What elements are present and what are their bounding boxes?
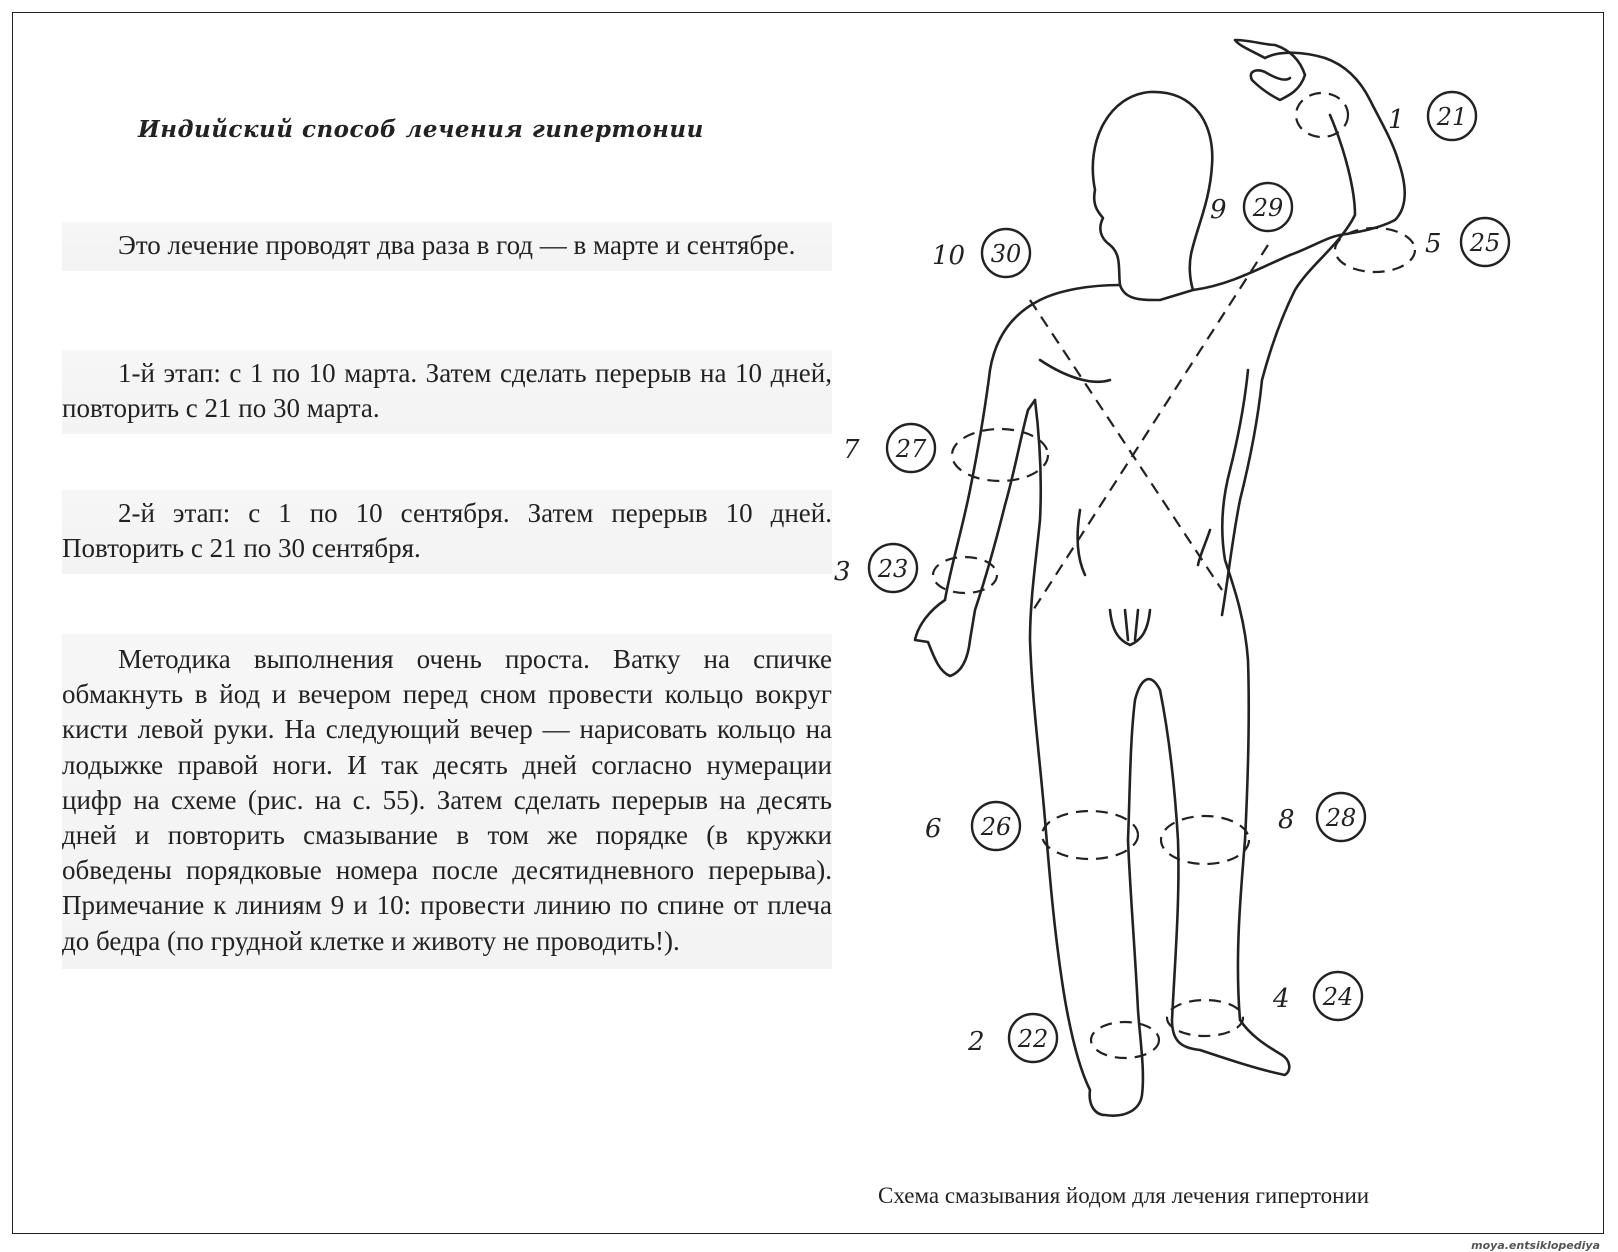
body-outline <box>915 40 1405 1116</box>
marker-5 <box>1425 218 1509 266</box>
head-shape <box>1093 92 1212 300</box>
abdomen-line-right <box>1198 530 1210 565</box>
figure-caption: Схема смазывания йодом для лечения гипертонии <box>878 1183 1370 1208</box>
marker-10-num: 10 <box>932 241 966 271</box>
marker-9-num: 9 <box>1210 195 1227 225</box>
ring-6 <box>1042 811 1138 859</box>
marker-8 <box>1278 793 1365 841</box>
chest-line <box>1040 360 1110 382</box>
leg-inner <box>1128 679 1289 1075</box>
pelvis-mark <box>1110 610 1150 645</box>
marker-2-circled: 22 <box>1017 1025 1049 1053</box>
marker-9-circled: 29 <box>1252 194 1284 222</box>
marker-2-num: 2 <box>968 1027 985 1057</box>
marker-9 <box>1210 183 1292 231</box>
torso-left <box>1030 400 1143 1116</box>
marker-10-circled: 30 <box>990 240 1022 268</box>
paragraph-stage-2 <box>62 490 832 574</box>
marker-7-num: 7 <box>843 435 860 465</box>
paragraph-schedule <box>62 222 832 271</box>
marker-7 <box>843 424 935 472</box>
paragraph-schedule-text: Это лечение проводят два раза в год — в марте и сентябре. <box>118 230 796 260</box>
marker-1 <box>1388 92 1476 140</box>
paragraph-stage-1 <box>62 350 832 434</box>
paragraph-stage-1-text: 1-й этап: с 1 по 10 марта. Затем сделать перерыв на 10 дней, повторить с 21 по 30 марта. <box>62 358 832 423</box>
pelvis-mark-inner <box>1125 610 1138 640</box>
marker-6-num: 6 <box>925 814 942 844</box>
arm-right-inner <box>1222 115 1355 615</box>
marker-5-circled: 25 <box>1469 229 1501 257</box>
hand-right-raised <box>1235 40 1305 100</box>
marker-4-circled: 24 <box>1322 983 1354 1011</box>
marker-4 <box>1272 972 1362 1020</box>
paragraph-method-text: Методика выполнения очень проста. Ватку на спичке обмакнуть в йод и вечером перед сном провести кольцо вокруг кисти левой руки. На следующий вечер — нарисовать кольцо на лодыжке правой ноги. И так десять дней согласно нумерации цифр на схеме (рис. на с. 55). Затем сделать перерыв на десять дней и повторить смазывание в том же порядке (в кружки обведены порядковые номера после десятидневного перерыва). Примечание к линиям 9 и 10: провести линию по спине от плеча до бедра (по грудной клетке и животу не проводить!). <box>62 644 832 956</box>
paragraph-method <box>62 634 832 969</box>
ring-3 <box>933 557 997 593</box>
watermark: moya.entsiklopediya <box>1471 1239 1600 1252</box>
line-9 <box>1030 300 1222 590</box>
ring-7 <box>952 429 1048 481</box>
marker-3 <box>834 544 917 592</box>
body-scheme-figure <box>830 30 1600 1230</box>
marker-3-num: 3 <box>834 557 851 587</box>
marker-5-num: 5 <box>1425 229 1442 259</box>
torso-right-side <box>1222 370 1249 840</box>
shoulder-left <box>915 285 1120 676</box>
marker-1-num: 1 <box>1388 105 1405 135</box>
marker-7-circled: 27 <box>895 435 927 463</box>
marker-4-num: 4 <box>1273 984 1290 1014</box>
page-title: Индийский способ лечения гипертонии <box>138 116 704 143</box>
marker-10 <box>932 229 1030 277</box>
marker-2 <box>967 1014 1057 1062</box>
marker-6 <box>925 802 1020 850</box>
iodine-lines <box>933 93 1415 1058</box>
abdomen-line <box>1078 510 1085 575</box>
marker-1-circled: 21 <box>1436 103 1468 131</box>
ring-4 <box>1167 1000 1243 1036</box>
paragraph-stage-2-text: 2-й этап: с 1 по 10 сентября. Затем перерыв 10 дней. Повторить с 21 по 30 сентября. <box>62 498 832 563</box>
ring-8 <box>1161 816 1249 864</box>
ring-2 <box>1091 1022 1159 1058</box>
ring-1 <box>1296 93 1348 137</box>
marker-8-num: 8 <box>1278 805 1295 835</box>
marker-3-circled: 23 <box>877 555 909 583</box>
marker-6-circled: 26 <box>980 813 1012 841</box>
marker-8-circled: 28 <box>1325 804 1357 832</box>
